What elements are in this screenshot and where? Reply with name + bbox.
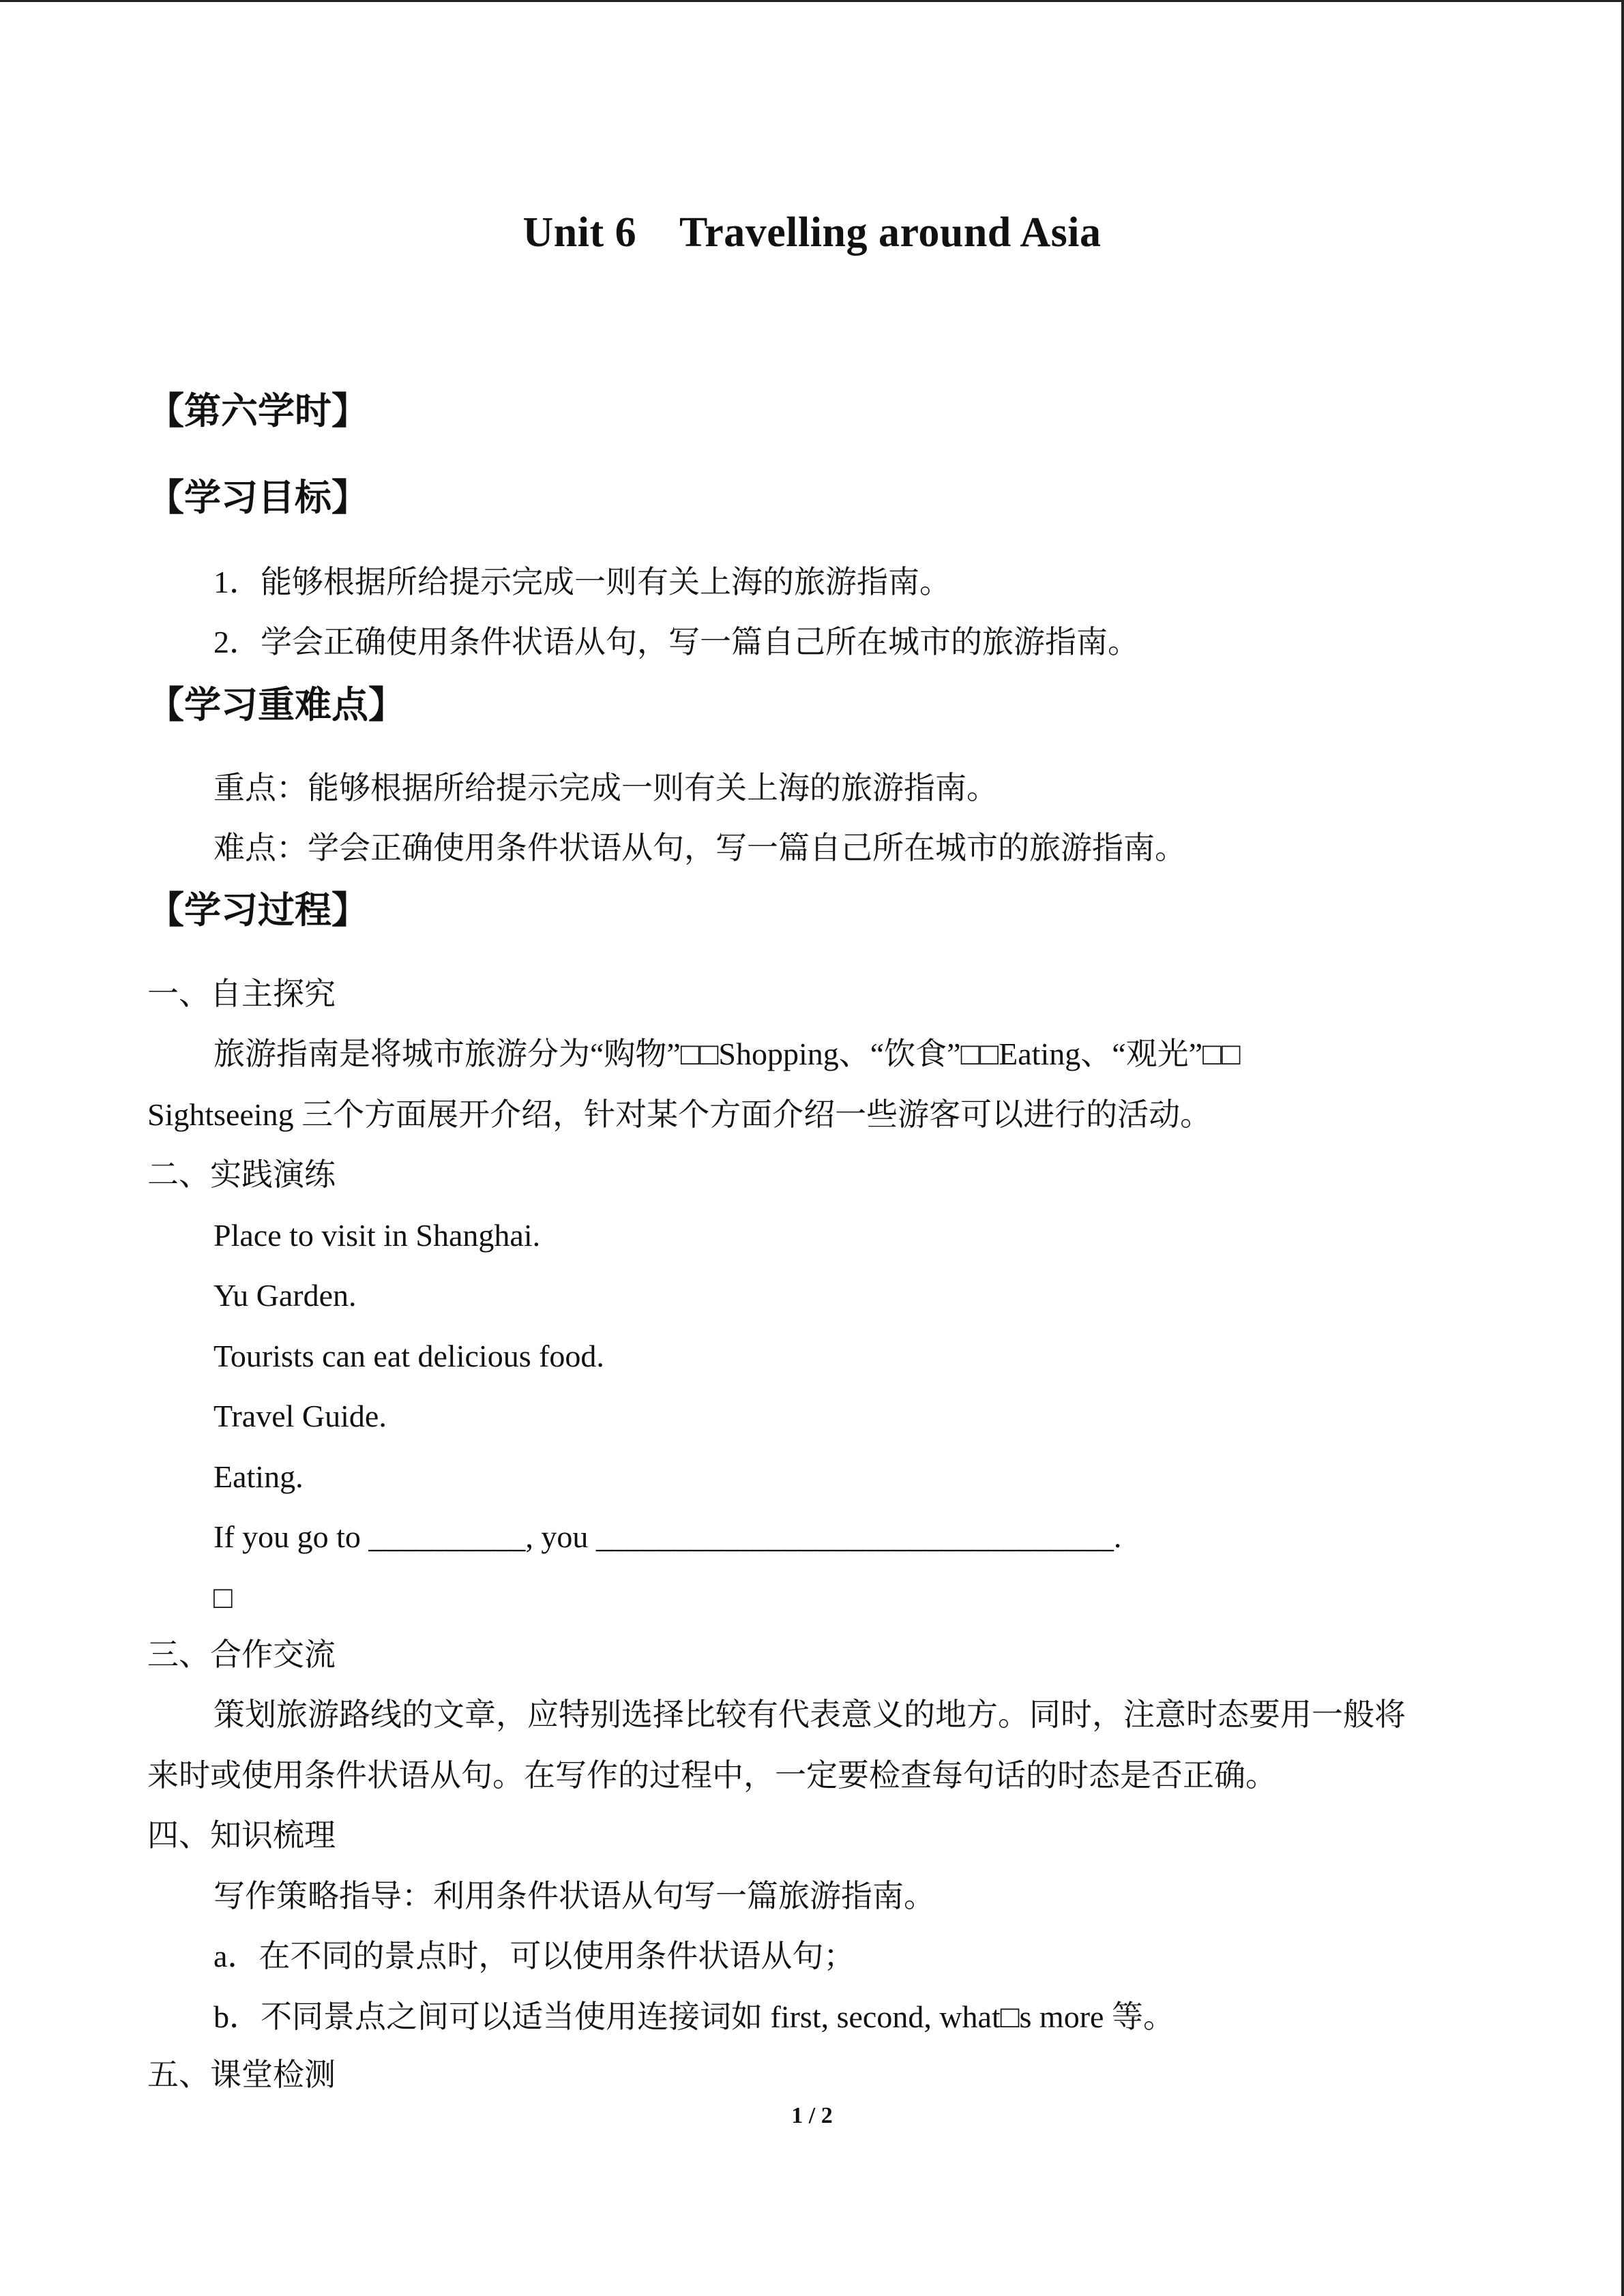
- paragraph-line: 写作策略指导：利用条件状语从句写一篇旅游指南。: [213, 1879, 935, 1913]
- paragraph-line: 来时或使用条件状语从句。在写作的过程中，一定要检查每句话的时态是否正确。: [147, 1758, 1277, 1793]
- paragraph-line: 旅游指南是将城市旅游分为“购物”□□Shopping、“饮食”□□Eating、“观光”□□: [213, 1037, 1241, 1071]
- objective-item: 1．能够根据所给提示完成一则有关上海的旅游指南。: [213, 565, 951, 599]
- document-title: Unit 6 Travelling around Asia: [522, 209, 1102, 256]
- list-item: b．不同景点之间可以适当使用连接词如 first, second, what□s more 等。: [213, 1999, 1175, 2034]
- section-title: 五、课堂检测: [147, 2057, 336, 2092]
- section-title: 三、合作交流: [147, 1637, 336, 1672]
- list-item: a．在不同的景点时，可以使用条件状语从句；: [213, 1939, 855, 1973]
- practice-line: Travel Guide.: [213, 1399, 387, 1433]
- objective-item: 2．学会正确使用条件状语从句，写一篇自己所在城市的旅游指南。: [213, 625, 1139, 659]
- lesson-heading: 【第六学时】: [147, 389, 368, 432]
- practice-line: Tourists can eat delicious food.: [213, 1339, 604, 1373]
- key-point-item: 重点：能够根据所给提示完成一则有关上海的旅游指南。: [213, 771, 998, 805]
- section-title: 一、自主探究: [147, 976, 336, 1011]
- practice-line: Place to visit in Shanghai.: [213, 1218, 541, 1253]
- page-number: 1 / 2: [791, 2103, 833, 2128]
- page-border-right: [1621, 0, 1624, 2296]
- fill-in-sentence: If you go to __________, you _________________________________.: [213, 1519, 1122, 1554]
- practice-line: Eating.: [213, 1459, 304, 1494]
- practice-line: Yu Garden.: [213, 1278, 357, 1313]
- section-title: 四、知识梳理: [147, 1818, 336, 1853]
- process-heading: 【学习过程】: [147, 889, 368, 931]
- difficult-point-item: 难点：学会正确使用条件状语从句，写一篇自己所在城市的旅游指南。: [213, 831, 1186, 865]
- objectives-heading: 【学习目标】: [147, 476, 368, 519]
- paragraph-line: 策划旅游路线的文章，应特别选择比较有代表意义的地方。同时，注意时态要用一般将: [213, 1697, 1406, 1732]
- paragraph-line: Sightseeing 三个方面展开介绍，针对某个方面介绍一些游客可以进行的活动。: [147, 1097, 1212, 1132]
- page-border-top: [0, 0, 1624, 2]
- key-points-heading: 【学习重难点】: [147, 683, 405, 726]
- section-title: 二、实践演练: [147, 1157, 336, 1192]
- placeholder-box: □: [213, 1580, 233, 1615]
